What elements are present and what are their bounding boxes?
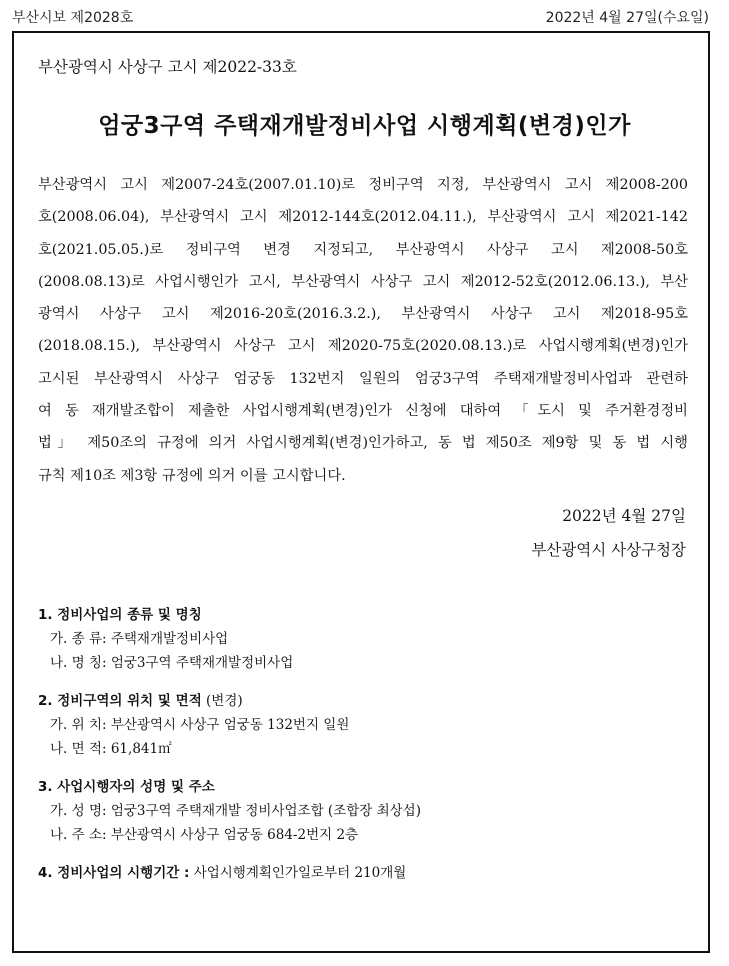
body-line: 규칙 제10조 제3항 규정에 의거 이를 고시합니다. <box>38 467 346 484</box>
section-title: 4. 정비사업의 시행기간 : <box>38 865 190 881</box>
section-note: (변경) <box>206 693 243 709</box>
section-title: 1. 정비사업의 종류 및 명칭 <box>38 607 202 623</box>
document-title: 엄궁3구역 주택재개발정비사업 시행계획(변경)인가 <box>98 113 631 139</box>
detail-value: 부산광역시 사상구 엄궁동 684-2번지 2층 <box>110 827 359 843</box>
section-location-area <box>38 689 688 761</box>
details-sections <box>38 603 688 899</box>
section-operator <box>38 775 688 847</box>
detail-label: 나. 면 적: <box>50 741 107 757</box>
detail-label: 가. 종 류: <box>50 631 107 647</box>
body-line: (2008.08.13)로 사업시행인가 고시, 부산광역시 사상구 고시 제2012-52호(2012.06.13.), 부산 <box>38 273 688 290</box>
section-period <box>38 861 688 885</box>
detail-row <box>38 627 688 651</box>
body-line: 부산광역시 고시 제2007-24호(2007.01.10)로 정비구역 지정, 부산광역시 고시 제2008-200 <box>38 177 688 193</box>
section-title: 2. 정비구역의 위치 및 면적 <box>38 693 202 709</box>
section-title: 3. 사업시행자의 성명 및 주소 <box>38 779 215 795</box>
body-line: 호(2021.05.05.)로 정비구역 변경 지정되고, 부산광역시 사상구 고시 제2008-50호 <box>38 241 688 258</box>
detail-row <box>38 713 688 737</box>
gazette-issue-label: 부산시보 제2028호 <box>12 10 134 26</box>
gazette-header <box>12 6 709 28</box>
body-line: 광역시 사상구 고시 제2016-20호(2016.3.2.), 부산광역시 사상구 고시 제2018-95호 <box>38 306 688 323</box>
detail-label: 나. 명 칭: <box>50 655 107 671</box>
detail-value: 61,841㎡ <box>110 741 172 757</box>
notice-body <box>38 169 688 492</box>
detail-value: 엄궁3구역 주택재개발정비사업 <box>110 655 294 671</box>
detail-value: 부산광역시 사상구 엄궁동 132번지 일원 <box>110 717 350 733</box>
detail-row <box>38 799 688 823</box>
body-line: (2018.08.15.), 부산광역시 사상구 고시 제2020-75호(2020.08.13.)로 사업시행계획(변경)인가 <box>38 338 688 355</box>
body-line: 여 동 재개발조합이 제출한 사업시행계획(변경)인가 신청에 대하여 「도시 및 주거환경정비 <box>38 403 688 420</box>
detail-label: 나. 주 소: <box>50 827 107 843</box>
detail-row <box>38 651 688 675</box>
notice-date: 2022년 4월 27일 <box>562 507 686 525</box>
detail-row <box>38 737 688 761</box>
detail-row <box>38 823 688 847</box>
detail-label: 가. 위 치: <box>50 717 107 733</box>
detail-value: 엄궁3구역 주택재개발 정비사업조합 (조합장 최상섭) <box>110 803 421 819</box>
body-line: 법」 제50조의 규정에 의거 사업시행계획(변경)인가하고, 동 법 제50조 제9항 및 동 법 시행 <box>38 435 688 452</box>
issuer-name: 부산광역시 사상구청장 <box>531 541 686 559</box>
body-line: 호(2008.06.04), 부산광역시 고시 제2012-144호(2012.04.11.), 부산광역시 고시 제2021-142 <box>38 209 688 226</box>
section-note: 사업시행계획인가일로부터 210개월 <box>193 865 407 881</box>
notice-number: 부산광역시 사상구 고시 제2022-33호 <box>38 58 297 76</box>
detail-value: 주택재개발정비사업 <box>110 631 229 647</box>
gazette-date-label: 2022년 4월 27일(수요일) <box>545 10 709 26</box>
body-line: 고시된 부산광역시 사상구 엄궁동 132번지 일원의 엄궁3구역 주택재개발정비사업과 관련하 <box>38 370 688 387</box>
detail-label: 가. 성 명: <box>50 803 107 819</box>
section-project-type <box>38 603 688 675</box>
